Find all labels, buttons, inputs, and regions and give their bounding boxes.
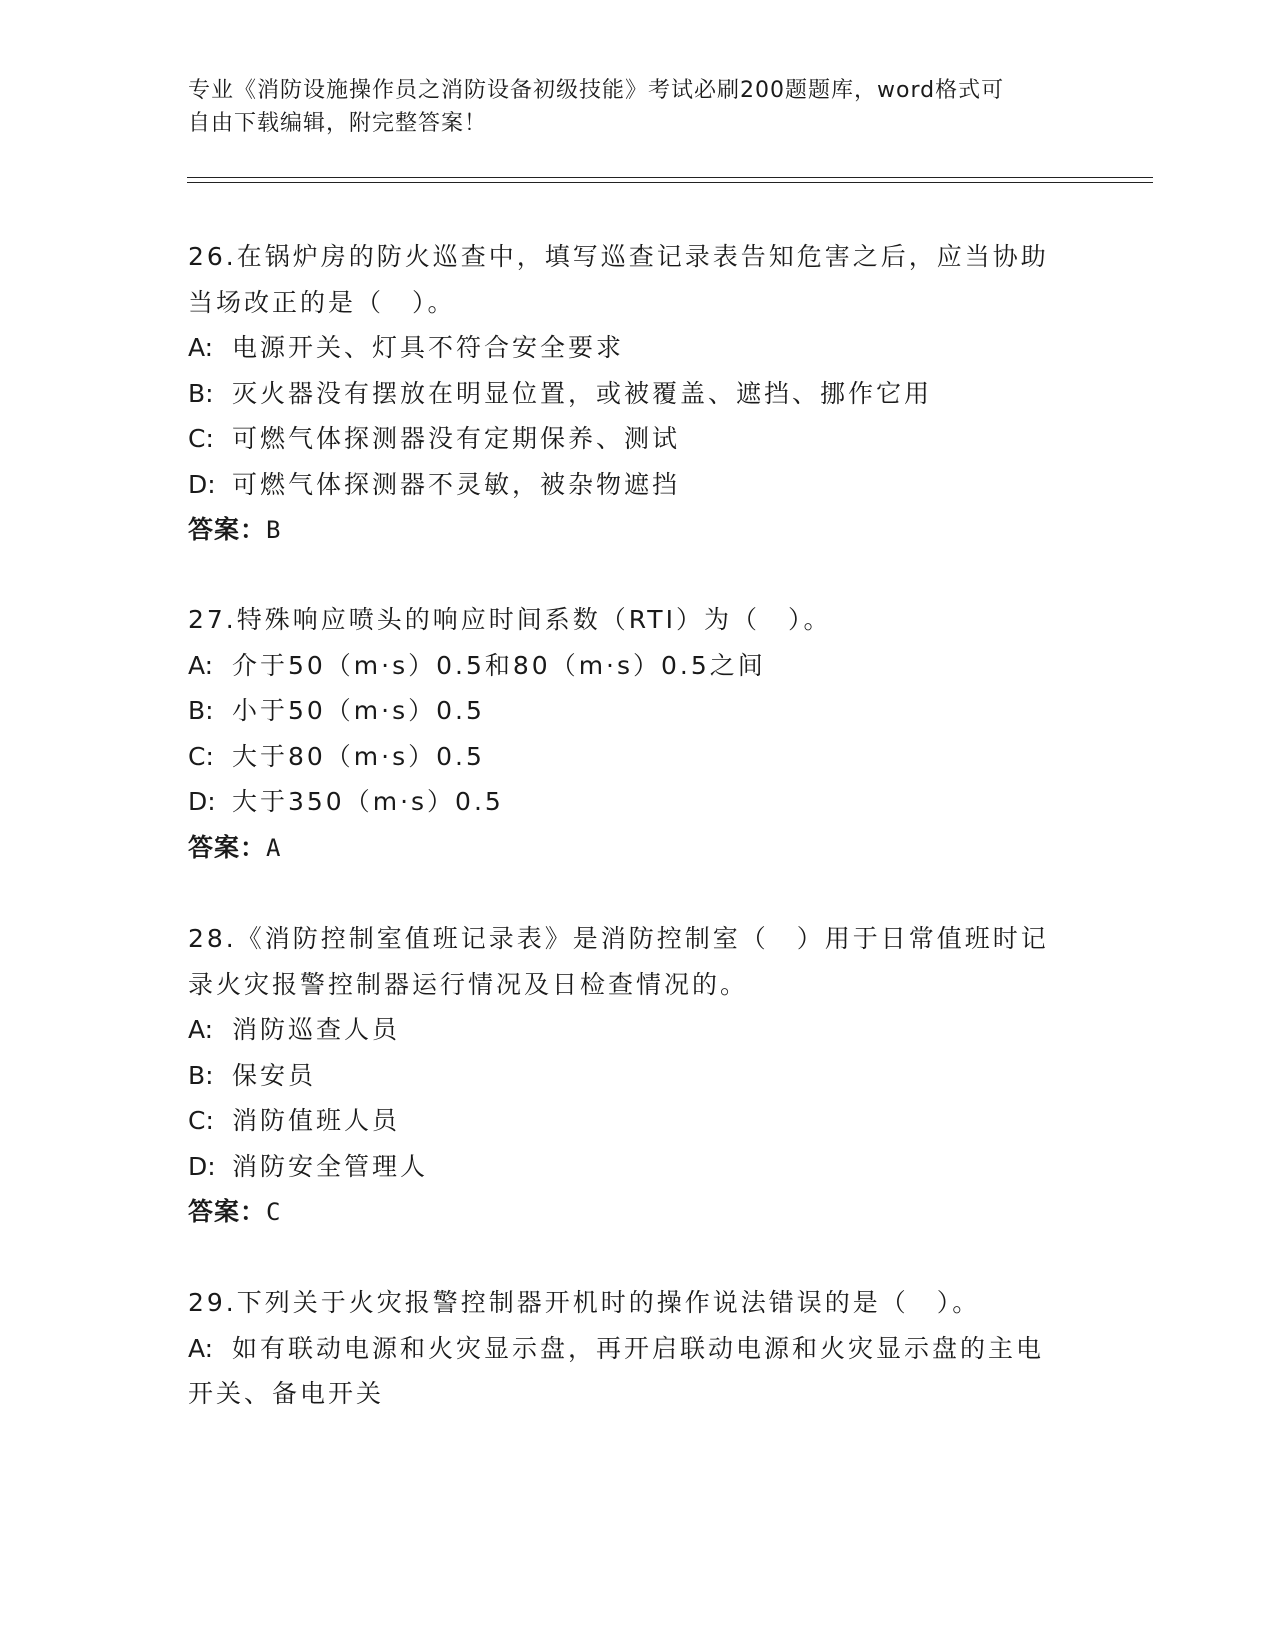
option-text: 消防值班人员: [232, 1106, 401, 1135]
option-text: 可燃气体探测器不灵敏，被杂物遮挡: [232, 469, 681, 499]
answer-value: C: [266, 1198, 281, 1226]
option-a: [188, 325, 1088, 371]
option-b: [188, 371, 1088, 417]
option-d: [188, 462, 1088, 508]
option-c: [188, 734, 1088, 780]
option-letter: A:: [188, 1015, 214, 1044]
answer-line: [188, 825, 1088, 871]
question-28: [188, 916, 1088, 1235]
question-26: [188, 234, 1088, 553]
option-letter: C:: [188, 741, 214, 771]
option-letter: B:: [188, 696, 214, 725]
header-divider-top: [187, 177, 1153, 178]
question-stem: [188, 916, 1088, 1007]
question-stem: [188, 234, 1088, 325]
question-stem: [188, 597, 1088, 643]
option-text: 可燃气体探测器没有定期保养、测试: [232, 424, 681, 453]
option-text: 大于350（m·s）0.5: [232, 787, 504, 816]
answer-line: [188, 507, 1088, 553]
answer-value: A: [266, 833, 281, 862]
header-line-2: 自由下载编辑，附完整答案！: [188, 111, 488, 136]
option-c: [188, 416, 1088, 462]
option-letter: A:: [188, 333, 214, 362]
question-stem: [188, 1280, 1088, 1326]
question-stem-line: 29.下列关于火灾报警控制器开机时的操作说法错误的是（ ）。: [188, 1288, 981, 1317]
option-text: 电源开关、灯具不符合安全要求: [232, 333, 625, 362]
header-divider-bottom: [187, 182, 1153, 183]
option-d: [188, 779, 1088, 825]
answer-label: 答案：: [188, 832, 267, 862]
option-text: 小于50（m·s）0.5: [232, 696, 485, 725]
question-29: [188, 1280, 1088, 1417]
question-stem-line: 录火灾报警控制器运行情况及日检查情况的。: [188, 969, 749, 999]
option-text: 消防巡查人员: [232, 1015, 401, 1044]
option-b: [188, 1053, 1088, 1099]
option-letter: B:: [188, 1060, 214, 1090]
option-text: 介于50（m·s）0.5和80（m·s）0.5之间: [232, 650, 766, 680]
option-b: [188, 688, 1088, 734]
option-d: [188, 1144, 1088, 1190]
document-header: [188, 74, 1088, 140]
option-a: [188, 1007, 1088, 1053]
answer-label: 答案：: [188, 1197, 267, 1226]
option-text: 开关、备电开关: [188, 1379, 385, 1408]
option-letter: D:: [188, 469, 216, 499]
option-text: 如有联动电源和火灾显示盘，再开启联动电源和火灾显示盘的主电: [232, 1333, 1045, 1363]
option-letter: A:: [188, 650, 214, 680]
option-text: 大于80（m·s）0.5: [232, 741, 485, 771]
question-stem-line: 当场改正的是（ ）。: [188, 287, 456, 317]
option-letter: C:: [188, 1106, 214, 1135]
answer-value: B: [266, 516, 281, 544]
answer-line: [188, 1189, 1088, 1235]
option-text: 灭火器没有摆放在明显位置，或被覆盖、遮挡、挪作它用: [232, 378, 933, 408]
option-letter: B:: [188, 378, 214, 408]
option-a: [188, 643, 1088, 689]
question-27: [188, 597, 1088, 870]
question-stem-line: 27.特殊响应喷头的响应时间系数（RTI）为（ ）。: [188, 605, 832, 634]
option-a-continuation: [188, 1371, 1088, 1417]
option-letter: C:: [188, 424, 214, 453]
option-letter: A:: [188, 1333, 214, 1363]
option-text: 保安员: [232, 1060, 317, 1090]
option-text: 消防安全管理人: [232, 1151, 429, 1181]
option-letter: D:: [188, 787, 216, 816]
question-stem-line: 28.《消防控制室值班记录表》是消防控制室（ ）用于日常值班时记: [188, 924, 1049, 953]
question-stem-line: 26.在锅炉房的防火巡查中，填写巡查记录表告知危害之后，应当协助: [188, 242, 1049, 271]
answer-label: 答案：: [188, 515, 267, 544]
option-a: [188, 1326, 1088, 1372]
option-c: [188, 1098, 1088, 1144]
option-letter: D:: [188, 1151, 216, 1181]
header-line-1: 专业《消防设施操作员之消防设备初级技能》考试必刷200题题库，word格式可: [188, 78, 1005, 103]
